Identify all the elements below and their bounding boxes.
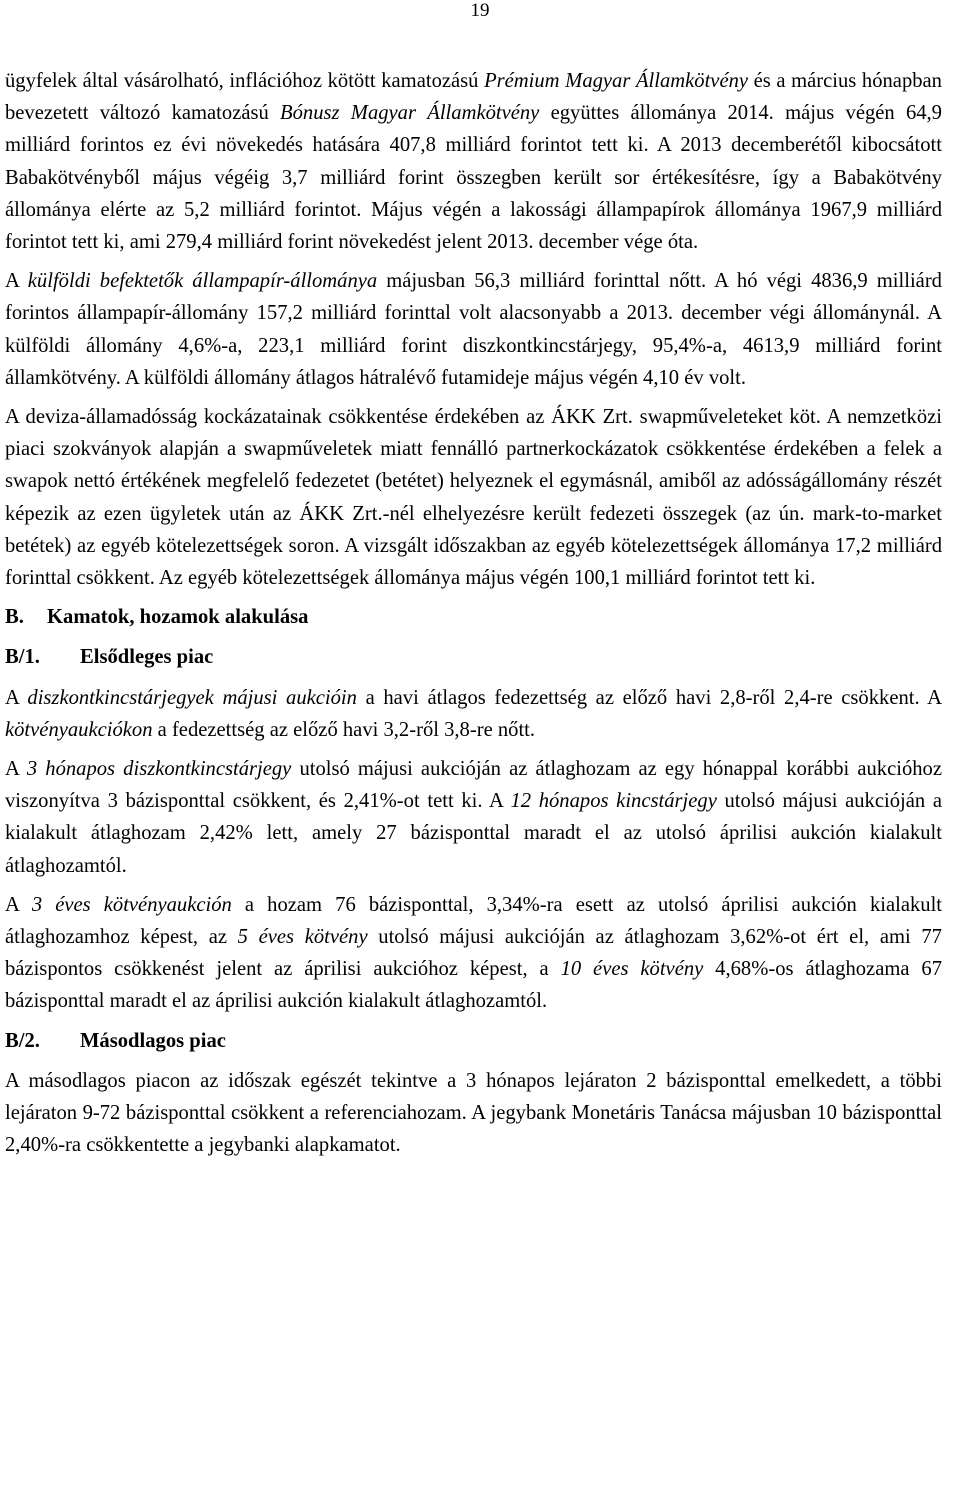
subsection-title: Elsődleges piac	[80, 646, 214, 669]
text-run: A	[5, 893, 32, 916]
text-run: utolsó májusi aukcióján a kialakult átlaghozam 2,42% lett, amely 27 bázisponttal maradt el az utolsó áprilisi aukción kialakult átlaghozamtól.	[5, 790, 942, 877]
italic-term-12-month-tbill: 12 hónapos kincstárjegy	[510, 790, 717, 813]
section-label: B.	[5, 606, 24, 629]
text-run: utolsó májusi aukcióján az átlaghozam 3,62%-ot ért el, ami 77 bázispontos csökkenést jelent az áprilisi aukcióhoz képest, a	[5, 926, 942, 981]
text-run: májusban 56,3 milliárd forinttal nőtt. A hó végi 4836,9 milliárd forintos állampapír-állomány 157,2 milliárd forinttal volt alacsonyabb a 2013. december végi állománynál. A külföldi állomány 4,6%-a, 223,1 milliárd forint diszkontkincstárjegy, 95,4%-a, 4613,9 milliárd forint államkötvény. A külföldi állomány átlagos hátralévő futamideje május végén 4,10 év volt.	[5, 270, 942, 389]
italic-term-3-month-tbill: 3 hónapos diszkontkincstárjegy	[26, 758, 292, 781]
paragraph-retail-securities	[5, 65, 942, 258]
italic-term-bond-auctions: kötvényaukciókon	[5, 718, 153, 741]
italic-term-bonus-bond: Bónusz Magyar Államkötvény	[280, 102, 540, 125]
text-run: A	[5, 758, 27, 781]
paragraph-swap-operations: A deviza-államadósság kockázatainak csökkentése érdekében az ÁKK Zrt. swapműveleteket köt. A nemzetközi piaci szokványok alapján a swapműveletek miatt fennálló partnerkockázatok csökkentése érdekében a felek a swapok nettó értékének megfelelő fedezetet (betétet) helyeznek el egymásnál, amiből az adósságállomány részét képezik az ezen ügyletek után az ÁKK Zrt.-nél elhelyezésre került fedezeti összegek (az ún. mark-to-market betétek) az egyéb kötelezettségek soron. A vizsgált időszakban az egyéb kötelezettségek állománya 17,2 milliárd forinttal csökkent. Az egyéb kötelezettségek állománya május végén 100,1 milliárd forintot tett ki.	[5, 406, 942, 590]
text-run: a fedezettség az előző havi 3,2-ről 3,8-re nőtt.	[152, 718, 536, 741]
italic-term-tbill-auctions: diszkontkincstárjegyek májusi aukcióin	[27, 686, 357, 709]
text-run: 4,68%-os átlaghozama 67 bázisponttal maradt el az áprilisi aukción kialakult átlaghozamtól.	[5, 958, 942, 1013]
subsection-label: B/1.	[5, 646, 40, 669]
italic-term-3-year-bond: 3 éves kötvényaukción	[31, 893, 232, 916]
document-body	[5, 65, 942, 1169]
text-run: A	[5, 270, 28, 293]
text-run: a hozam 76 bázisponttal, 3,34%-ra esett az utolsó áprilisi aukción kialakult átlaghozamhoz képest, az	[5, 893, 943, 949]
text-run: együttes állománya 2014. május végén 64,9 milliárd forintos ez évi növekedés hatására 407,8 milliárd forintot tett ki. A 2013 decemberétől kibocsátott Babakötvényből május végéig 3,7 milliárd forint összegben került sor értékesítésre, így a Babakötvény állománya elérte az 5,2 milliárd forintot. Május végén a lakossági állampapírok állománya 1967,9 milliárd forintot tett ki, ami 279,4 milliárd forint növekedést jelent 2013. december vége óta.	[5, 102, 942, 254]
subsection-title: Másodlagos piac	[80, 1029, 226, 1052]
italic-term-10-year-bond: 10 éves kötvény	[560, 958, 704, 981]
italic-term-foreign-holdings: külföldi befektetők állampapír-állománya	[27, 270, 378, 293]
page-number: 19	[470, 0, 490, 21]
paragraph-foreign-investors	[5, 265, 942, 394]
paragraph-secondary-market: A másodlagos piacon az időszak egészét tekintve a 3 hónapos lejáraton 2 bázisponttal emelkedett, a többi lejáraton 9-72 bázisponttal csökkent a referenciahozam. A jegybank Monetáris Tanácsa májusban 10 bázisponttal 2,40%-ra csökkentette a jegybanki alapkamatot.	[5, 1069, 942, 1157]
italic-term-5-year-bond: 5 éves kötvény	[237, 926, 368, 949]
text-run: utolsó májusi aukcióján az átlaghozam az egy hónappal korábbi aukcióhoz viszonyítva 3 bázisponttal csökkent, és 2,41%-ot tett ki. A	[5, 758, 942, 813]
paragraph-bond-yields	[5, 889, 942, 1018]
text-run: A	[5, 686, 28, 709]
section-heading-interest-rates	[5, 601, 942, 633]
paragraph-auction-coverage	[5, 682, 942, 746]
subsection-label: B/2.	[5, 1029, 40, 1052]
text-run: és a március hónapban bevezetett változó kamatozású	[5, 70, 942, 125]
text-run: ügyfelek által vásárolható, inflációhoz kötött kamatozású	[5, 70, 485, 92]
section-title: Kamatok, hozamok alakulása	[47, 606, 309, 629]
subsection-heading-primary-market	[5, 641, 942, 673]
paragraph-tbill-yields	[5, 753, 942, 882]
subsection-heading-secondary-market	[5, 1025, 942, 1057]
text-run: a havi átlagos fedezettség az előző havi 2,8-ről 2,4-re csökkent. A	[356, 686, 943, 709]
italic-term-premium-bond: Prémium Magyar Államkötvény	[484, 70, 749, 92]
